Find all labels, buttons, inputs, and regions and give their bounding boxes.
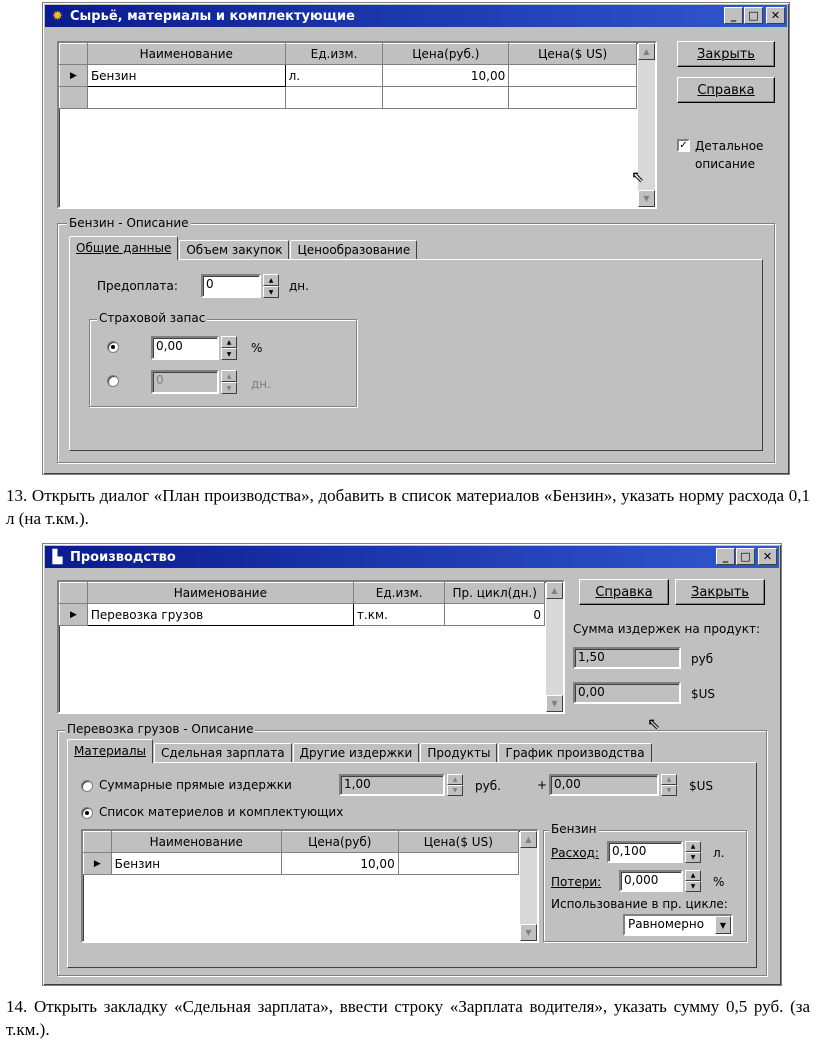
- materials-subgrid[interactable]: [81, 829, 539, 943]
- prepayment-unit: дн.: [289, 279, 309, 293]
- vertical-scrollbar[interactable]: [520, 831, 537, 941]
- grid-corner: [60, 44, 88, 65]
- col-header-price-usd[interactable]: Цена($ US): [398, 832, 518, 853]
- mouse-cursor-icon: ⇖: [647, 714, 661, 733]
- tab-pricing[interactable]: Ценообразование: [290, 240, 417, 260]
- tab-other-costs[interactable]: Другие издержки: [293, 743, 420, 763]
- materials-grid[interactable]: [57, 41, 657, 209]
- direct-costs-usd-spinner[interactable]: ▲ ▼: [661, 774, 677, 796]
- row-pointer-icon: ▶: [60, 604, 88, 626]
- cell-name[interactable]: Бензин: [87, 65, 285, 87]
- tab-production-schedule[interactable]: График производства: [498, 743, 651, 763]
- losses-unit: %: [713, 875, 725, 889]
- materials-dialog: [42, 2, 790, 475]
- materials-list-label: Список материелов и комплектующих: [99, 805, 344, 819]
- safety-percent-input[interactable]: 0,00: [151, 336, 219, 360]
- step-13-text: 13. Открыть диалог «План производства», добавить в список материалов «Бензин», указать норму расхода 0,1 л (на т.км.).: [6, 486, 810, 528]
- tab-strip: [69, 236, 418, 260]
- mouse-cursor-icon: ⇖: [631, 167, 645, 186]
- close-button[interactable]: Закрыть: [677, 41, 775, 67]
- safety-stock-title: Страховой запас: [99, 311, 206, 325]
- col-header-price-rub[interactable]: Цена(руб.): [383, 44, 509, 65]
- direct-costs-rub-input[interactable]: 1,00: [339, 774, 445, 796]
- table-row[interactable]: [60, 87, 637, 109]
- tab-strip: [67, 739, 653, 763]
- col-header-name[interactable]: Наименование: [87, 44, 285, 65]
- grid-corner: [60, 583, 88, 604]
- close-window-button[interactable]: ✕: [758, 548, 777, 565]
- close-window-button[interactable]: ✕: [766, 7, 785, 24]
- description-group-title: Бензин - Описание: [69, 216, 189, 230]
- maximize-button[interactable]: □: [744, 7, 763, 24]
- table-row[interactable]: [60, 604, 545, 626]
- losses-input[interactable]: 0,000: [619, 870, 683, 892]
- scroll-up-icon[interactable]: ▲: [520, 831, 537, 848]
- grid-corner: [84, 832, 112, 853]
- tab-purchase-volume[interactable]: Объем закупок: [179, 240, 289, 260]
- scroll-down-icon[interactable]: ▼: [638, 190, 655, 207]
- col-header-unit[interactable]: Ед.изм.: [353, 583, 445, 604]
- detail-description-checkbox[interactable]: ✓: [677, 139, 690, 152]
- safety-days-radio[interactable]: [107, 375, 119, 387]
- consumption-spinner[interactable]: ▲ ▼: [685, 841, 701, 863]
- losses-label: Потери:: [551, 875, 602, 889]
- close-button[interactable]: Закрыть: [675, 579, 765, 605]
- tab-general[interactable]: Общие данные: [69, 236, 178, 260]
- materials-list-radio[interactable]: [81, 807, 93, 819]
- consumption-input[interactable]: 0,100: [607, 841, 683, 863]
- col-header-name[interactable]: Наименование: [111, 832, 281, 853]
- title-bar: [45, 546, 779, 568]
- cell-unit[interactable]: т.км.: [353, 604, 445, 626]
- row-pointer-icon: ▶: [84, 853, 112, 875]
- losses-spinner[interactable]: ▲ ▼: [685, 870, 701, 892]
- tab-products[interactable]: Продукты: [420, 743, 497, 763]
- col-header-price-usd[interactable]: Цена($ US): [509, 44, 637, 65]
- detail-description-label: Детальное описание: [695, 139, 764, 171]
- cost-rub-unit: руб: [691, 652, 714, 666]
- col-header-unit[interactable]: Ед.изм.: [285, 44, 383, 65]
- usage-label: Использование в пр. цикле:: [551, 897, 728, 911]
- cell-name[interactable]: Бензин: [111, 853, 281, 875]
- direct-costs-usd-input[interactable]: 0,00: [549, 774, 659, 796]
- direct-costs-rub-unit: руб.: [475, 779, 501, 793]
- cell-price-rub[interactable]: 10,00: [383, 65, 509, 87]
- maximize-button[interactable]: □: [736, 548, 755, 565]
- direct-costs-radio[interactable]: [81, 780, 93, 792]
- chevron-down-icon[interactable]: ▼: [715, 916, 731, 934]
- plus-sign: +: [537, 778, 548, 792]
- row-pointer-icon: ▶: [60, 65, 88, 87]
- tab-materials[interactable]: Материалы: [67, 739, 153, 763]
- direct-costs-usd-unit: $US: [689, 779, 714, 793]
- step-14-text: 14. Открыть закладку «Сдельная зарплата», ввести строку «Зарплата водителя», указать сумму 0,5 руб. (за т.км.).: [6, 997, 810, 1039]
- safety-days-input[interactable]: 0: [151, 370, 219, 394]
- prepayment-input[interactable]: 0: [201, 274, 261, 298]
- col-header-price-rub[interactable]: Цена(руб): [281, 832, 398, 853]
- prepayment-label: Предоплата:: [97, 279, 178, 293]
- cost-rub-field: 1,50: [573, 647, 681, 669]
- col-header-name[interactable]: Наименование: [87, 583, 353, 604]
- cell-price-usd[interactable]: [509, 65, 637, 87]
- safety-percent-unit: %: [251, 341, 263, 355]
- consumption-label: Расход:: [551, 846, 599, 860]
- safety-percent-radio[interactable]: [107, 341, 119, 353]
- window-title: Производство: [70, 549, 176, 565]
- sun-app-icon: ✹: [52, 8, 63, 24]
- scroll-down-icon[interactable]: ▼: [546, 695, 563, 712]
- factory-app-icon: ▙: [52, 549, 63, 565]
- consumption-unit: л.: [713, 846, 725, 860]
- minimize-button[interactable]: _: [716, 548, 735, 565]
- production-dialog: [42, 543, 782, 986]
- production-grid[interactable]: [57, 580, 565, 714]
- col-header-cycle[interactable]: Пр. цикл(дн.): [445, 583, 545, 604]
- title-bar: [45, 5, 787, 27]
- cell-price-rub[interactable]: 10,00: [281, 853, 398, 875]
- petrol-group-title: Бензин: [551, 822, 597, 836]
- cell-cycle[interactable]: 0: [445, 604, 545, 626]
- safety-percent-spinner[interactable]: ▲ ▼: [221, 336, 237, 360]
- direct-costs-label: Суммарные прямые издержки: [99, 778, 292, 792]
- safety-days-unit: дн.: [251, 377, 271, 391]
- cost-usd-unit: $US: [691, 687, 716, 701]
- scroll-down-icon[interactable]: ▼: [520, 924, 537, 941]
- cost-sum-label: Сумма издержек на продукт:: [573, 622, 760, 636]
- cell-name[interactable]: Перевозка грузов: [87, 604, 353, 626]
- cost-usd-field: 0,00: [573, 682, 681, 704]
- table-row[interactable]: [84, 853, 519, 875]
- scroll-up-icon[interactable]: ▲: [546, 582, 563, 599]
- direct-costs-rub-spinner[interactable]: ▲ ▼: [447, 774, 463, 796]
- tab-piecework-salary[interactable]: Сдельная зарплата: [154, 743, 292, 763]
- cell-price-usd[interactable]: [398, 853, 518, 875]
- help-button[interactable]: Справка: [579, 579, 669, 605]
- scroll-up-icon[interactable]: ▲: [638, 43, 655, 60]
- description-group-title: Перевозка грузов - Описание: [67, 722, 254, 736]
- prepayment-spinner[interactable]: ▲ ▼: [263, 274, 279, 298]
- usage-select[interactable]: Равномерно ▼: [623, 914, 733, 936]
- vertical-scrollbar[interactable]: [546, 582, 563, 712]
- window-title: Сырьё, материалы и комплектующие: [70, 8, 355, 24]
- cell-unit[interactable]: л.: [285, 65, 383, 87]
- minimize-button[interactable]: _: [724, 7, 743, 24]
- table-row[interactable]: [60, 65, 637, 87]
- safety-days-spinner[interactable]: ▲ ▼: [221, 370, 237, 394]
- help-button[interactable]: Справка: [677, 77, 775, 103]
